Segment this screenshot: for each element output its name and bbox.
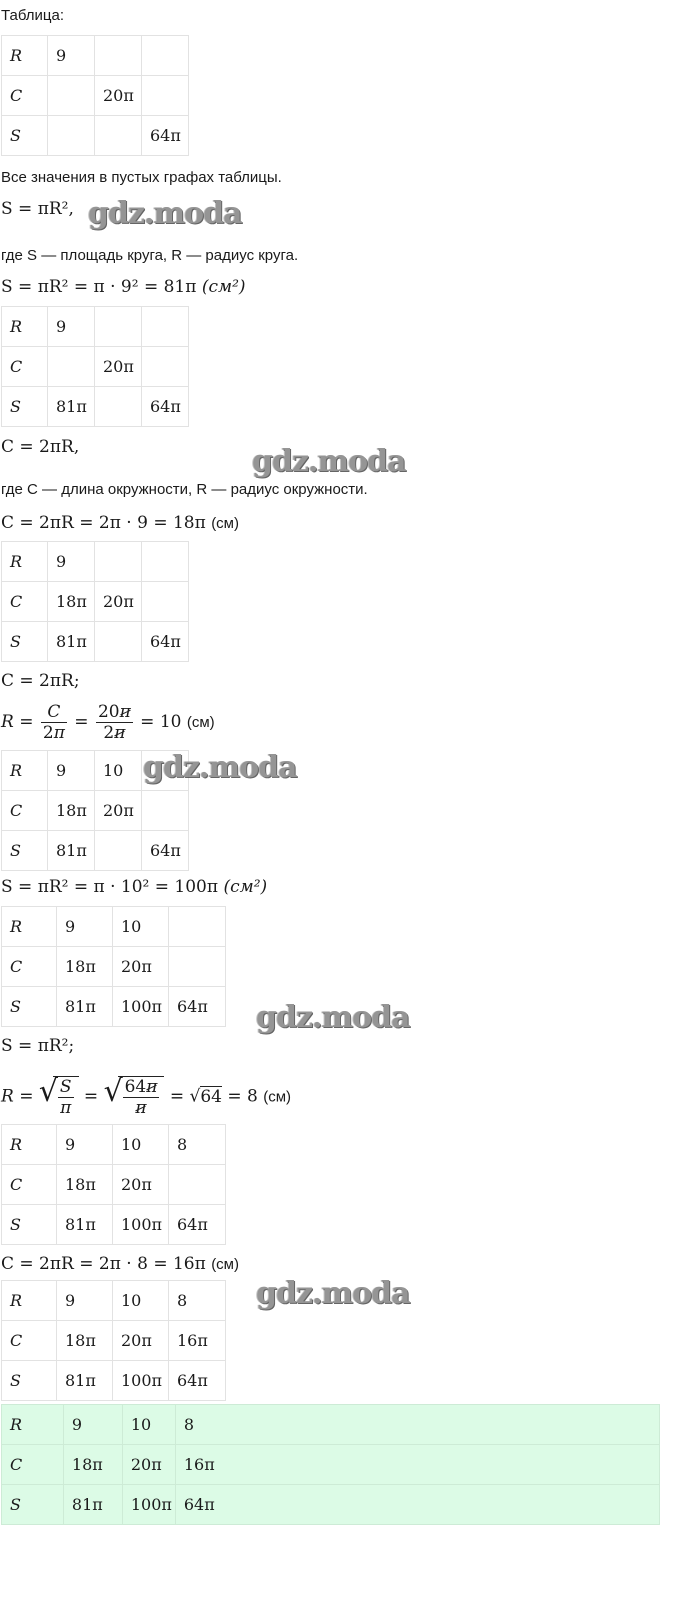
formula-area-2-unit: (см²) xyxy=(223,877,268,897)
table-cell xyxy=(48,116,95,156)
table-cell xyxy=(142,307,189,347)
table-row xyxy=(2,1321,226,1361)
table-step-2 xyxy=(1,541,189,662)
table-cell: 9 xyxy=(57,1281,113,1321)
table-row xyxy=(2,1165,226,1205)
table-step-4 xyxy=(1,906,226,1027)
table-cell: 81π xyxy=(57,987,113,1027)
table-cell xyxy=(48,76,95,116)
row-header-cell: C xyxy=(2,1445,64,1485)
table-cell: 100π xyxy=(113,987,169,1027)
table-row xyxy=(2,622,189,662)
table-row xyxy=(2,387,189,427)
table-cell: 20π xyxy=(122,1445,175,1485)
table-row xyxy=(2,907,226,947)
table-cell: 81π xyxy=(48,387,95,427)
table-cell: 10 xyxy=(95,751,142,791)
table-cell xyxy=(142,347,189,387)
watermark-logo: gdz.moda xyxy=(88,196,242,231)
table-initial xyxy=(1,35,189,156)
row-header-cell: S xyxy=(2,116,48,156)
table-cell: 81π xyxy=(57,1361,113,1401)
table-cell: 81π xyxy=(63,1485,122,1525)
table-cell: 10 xyxy=(113,907,169,947)
table-cell: 100π xyxy=(122,1485,175,1525)
table-row xyxy=(2,76,189,116)
row-header-cell: C xyxy=(2,947,57,987)
table-cell xyxy=(169,947,226,987)
table-cell xyxy=(142,76,189,116)
table-cell xyxy=(142,582,189,622)
table-cell: 18π xyxy=(48,582,95,622)
table-cell: 18π xyxy=(48,791,95,831)
row-header-cell: C xyxy=(2,76,48,116)
area-definition: где S — площадь круга, R — радиус круга. xyxy=(1,247,299,264)
row-header-cell: C xyxy=(2,791,48,831)
row-header-cell: C xyxy=(2,1165,57,1205)
table-cell: 20π xyxy=(95,76,142,116)
formula-area-3: S = πR²; xyxy=(1,1036,75,1056)
table-cell: 100π xyxy=(113,1361,169,1401)
all-values-text: Все значения в пустых графах таблицы. xyxy=(1,169,282,186)
circumference-definition: где C — длина окружности, R — радиус окружности. xyxy=(1,481,368,498)
row-header-cell: R xyxy=(2,751,48,791)
formula-circumference: C = 2πR, xyxy=(1,437,80,457)
table-cell: 10 xyxy=(113,1125,169,1165)
table-row xyxy=(2,1405,660,1445)
table-row xyxy=(2,542,189,582)
formula-area-calc-expr: S = πR² = π · 9² = 81π xyxy=(1,277,197,297)
table-cell: 9 xyxy=(48,36,95,76)
formula-area-calc-unit: (см²) xyxy=(201,277,246,297)
table-cell xyxy=(95,36,142,76)
table-row xyxy=(2,987,226,1027)
table-cell: 20π xyxy=(113,947,169,987)
watermark-logo: gdz.moda xyxy=(256,1000,410,1035)
row-header-cell: C xyxy=(2,347,48,387)
row-header-cell: R xyxy=(2,36,48,76)
table-cell: 81π xyxy=(48,622,95,662)
table-cell xyxy=(95,831,142,871)
formula-radius-from-c-unit: (см) xyxy=(186,714,215,731)
table-row xyxy=(2,1205,226,1245)
table-cell: 18π xyxy=(57,1321,113,1361)
row-header-cell: R xyxy=(2,307,48,347)
watermark-logo: gdz.moda xyxy=(252,444,406,479)
table-cell: 20π xyxy=(113,1165,169,1205)
table-cell xyxy=(142,36,189,76)
table-step-5 xyxy=(1,1124,226,1245)
table-row xyxy=(2,1445,660,1485)
table-step-6 xyxy=(1,1280,226,1401)
formula-circumference-3 xyxy=(1,1253,239,1276)
table-cell: 9 xyxy=(57,907,113,947)
table-cell: 64π xyxy=(169,1361,226,1401)
table-row xyxy=(2,791,189,831)
table-cell xyxy=(48,347,95,387)
table-row xyxy=(2,1485,660,1525)
table-row xyxy=(2,582,189,622)
table-cell: 16π xyxy=(175,1445,659,1485)
formula-area: S = πR², xyxy=(1,199,74,219)
row-header-cell: R xyxy=(2,542,48,582)
formula-area-2 xyxy=(1,876,267,898)
intro-label: Таблица: xyxy=(1,7,64,24)
table-cell: 64π xyxy=(142,831,189,871)
row-header-cell: S xyxy=(2,387,48,427)
table-cell: 20π xyxy=(95,791,142,831)
formula-circumference-2: C = 2πR; xyxy=(1,671,80,691)
table-row xyxy=(2,347,189,387)
table-cell xyxy=(142,542,189,582)
table-row xyxy=(2,947,226,987)
formula-circumference-calc-unit: (см) xyxy=(211,515,239,532)
table-cell: 64π xyxy=(169,987,226,1027)
table-cell xyxy=(95,622,142,662)
row-header-cell: R xyxy=(2,907,57,947)
row-header-cell: R xyxy=(2,1281,57,1321)
row-header-cell: S xyxy=(2,622,48,662)
table-cell xyxy=(142,791,189,831)
formula-radius-from-c: R = $\frac{C}{2\pi}$ = $\frac{20\pi}{2\pi}$ = 10 (см) xyxy=(1,702,215,743)
table-cell: 20π xyxy=(95,347,142,387)
table-row xyxy=(2,831,189,871)
table-cell xyxy=(95,307,142,347)
table-row xyxy=(2,36,189,76)
table-cell: 64π xyxy=(175,1485,659,1525)
table-cell: 20π xyxy=(95,582,142,622)
row-header-cell: S xyxy=(2,987,57,1027)
formula-area-2-expr: S = πR² = π · 10² = 100π xyxy=(1,877,219,897)
formula-circumference-3-expr: C = 2πR = 2π · 8 = 16π xyxy=(1,1254,206,1274)
table-cell: 9 xyxy=(48,751,95,791)
table-cell: 18π xyxy=(63,1445,122,1485)
row-header-cell: S xyxy=(2,1205,57,1245)
table-cell: 10 xyxy=(113,1281,169,1321)
table-cell: 9 xyxy=(48,542,95,582)
row-header-cell: C xyxy=(2,1321,57,1361)
formula-radius-from-s-unit: (см) xyxy=(263,1088,292,1106)
formula-radius-from-s: R = √ $\frac{S}{\pi}$ = √ $\frac{64\pi}{\pi}$ = √64 = 8 (см) xyxy=(1,1074,292,1118)
table-cell: 64π xyxy=(169,1205,226,1245)
table-row xyxy=(2,1281,226,1321)
row-header-cell: S xyxy=(2,1485,64,1525)
table-cell xyxy=(95,542,142,582)
table-cell: 81π xyxy=(48,831,95,871)
table-cell xyxy=(169,907,226,947)
table-row xyxy=(2,1125,226,1165)
table-cell: 9 xyxy=(48,307,95,347)
row-header-cell: C xyxy=(2,582,48,622)
table-final-answer xyxy=(1,1404,660,1525)
table-cell: 81π xyxy=(57,1205,113,1245)
table-cell: 18π xyxy=(57,947,113,987)
watermark-logo: gdz.moda xyxy=(143,750,297,785)
formula-area-calc xyxy=(1,276,246,298)
table-cell xyxy=(95,387,142,427)
table-cell: 8 xyxy=(169,1281,226,1321)
row-header-cell: R xyxy=(2,1405,64,1445)
table-row xyxy=(2,116,189,156)
table-cell: 64π xyxy=(142,387,189,427)
watermark-logo: gdz.moda xyxy=(256,1276,410,1311)
table-cell: 20π xyxy=(113,1321,169,1361)
table-cell xyxy=(95,116,142,156)
table-cell xyxy=(169,1165,226,1205)
row-header-cell: S xyxy=(2,831,48,871)
row-header-cell: R xyxy=(2,1125,57,1165)
formula-circumference-3-unit: (см) xyxy=(211,1256,239,1273)
table-cell: 8 xyxy=(169,1125,226,1165)
table-cell: 64π xyxy=(142,116,189,156)
table-cell: 8 xyxy=(175,1405,659,1445)
table-cell: 9 xyxy=(57,1125,113,1165)
formula-circumference-calc xyxy=(1,512,239,535)
row-header-cell: S xyxy=(2,1361,57,1401)
table-cell: 64π xyxy=(142,622,189,662)
formula-circumference-calc-expr: C = 2πR = 2π · 9 = 18π xyxy=(1,513,206,533)
table-row xyxy=(2,307,189,347)
table-cell: 100π xyxy=(113,1205,169,1245)
table-row xyxy=(2,1361,226,1401)
table-cell: 18π xyxy=(57,1165,113,1205)
table-cell: 16π xyxy=(169,1321,226,1361)
table-cell: 9 xyxy=(63,1405,122,1445)
table-step-1 xyxy=(1,306,189,427)
table-cell: 10 xyxy=(122,1405,175,1445)
